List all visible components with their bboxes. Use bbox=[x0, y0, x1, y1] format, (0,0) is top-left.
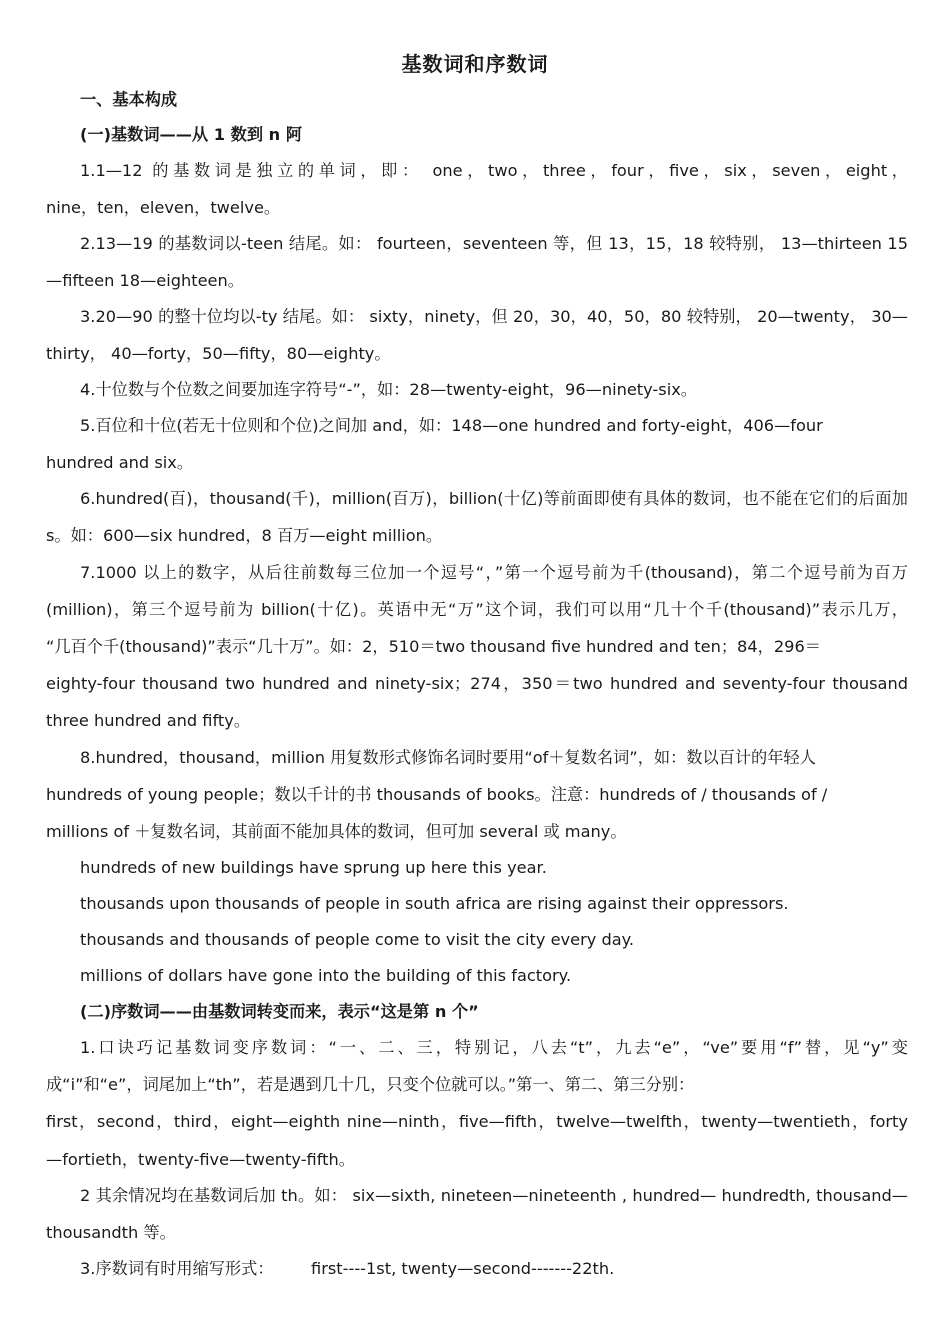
paragraph-line: s。如：600—six hundred，8 百万—eight million。 bbox=[46, 526, 443, 545]
example-sentence: hundreds of new buildings have sprung up here this year. bbox=[80, 858, 547, 877]
page-title: 基数词和序数词 bbox=[401, 52, 549, 76]
example-sentence: thousands and thousands of people come to visit the city every day. bbox=[80, 930, 635, 949]
paragraph-line: 3.序数词有时用缩写形式： bbox=[80, 1259, 274, 1278]
paragraph-line: 6.hundred(百)，thousand(千)，million(百万)，billion(十亿)等前面即使有具体的数词，也不能在它们的后面加 bbox=[80, 489, 908, 508]
paragraph-line: eighty-four thousand two hundred and ninety-six；274，350＝two hundred and seventy-four thousand bbox=[46, 674, 908, 693]
paragraph-line: hundreds of young people；数以千计的书 thousands of books。注意：hundreds of / thousands of / bbox=[46, 785, 828, 804]
section-heading-basic: 一、基本构成 bbox=[80, 90, 178, 109]
example-sentence: millions of dollars have gone into the building of this factory. bbox=[80, 966, 572, 985]
paragraph-line: —fortieth，twenty-five—twenty-fifth。 bbox=[46, 1150, 355, 1169]
paragraph-line: thirty， 40—forty，50—fifty，80—eighty。 bbox=[46, 344, 391, 363]
paragraph-line: three hundred and fifty。 bbox=[46, 711, 251, 730]
abbreviation-example: first----1st, twenty—second-------22th. bbox=[311, 1259, 615, 1278]
paragraph-line: 2.13—19 的基数词以-teen 结尾。如： fourteen，seventeen 等，但 13，15，18 较特别， 13—thirteen 15 bbox=[80, 234, 908, 253]
paragraph-line: 3.20—90 的整十位均以-ty 结尾。如： sixty，ninety，但 20，30，40，50，80 较特别， 20—twenty， 30— bbox=[80, 307, 908, 326]
paragraph-line: 8.hundred，thousand，million 用复数形式修饰名词时要用“of＋复数名词”，如：数以百计的年轻人 bbox=[80, 748, 816, 767]
paragraph-line: “几百个千(thousand)”表示“几十万”。如：2，510＝two thousand five hundred and ten；84，296＝ bbox=[46, 637, 821, 656]
example-sentence: thousands upon thousands of people in south africa are rising against their oppressors. bbox=[80, 894, 789, 913]
paragraph-line: hundred and six。 bbox=[46, 453, 194, 472]
paragraph-line: first，second，third，eight—eighth nine—ninth，five—fifth，twelve—twelfth，twenty—twentieth，forty bbox=[46, 1112, 908, 1131]
paragraph-line: 7.1000 以上的数字，从后往前数每三位加一个逗号“，”第一个逗号前为千(thousand)，第二个逗号前为百万 bbox=[80, 563, 908, 582]
paragraph-line: millions of ＋复数名词，其前面不能加具体的数词，但可加 several 或 many。 bbox=[46, 822, 627, 841]
paragraph-line: 1.1—12 的基数词是独立的单词，即： one，two，three，four，five，six，seven，eight， bbox=[80, 161, 908, 180]
paragraph-line: 成“i”和“e”，词尾加上“th”，若是遇到几十几，只变个位就可以。”第一、第二、第三分别： bbox=[46, 1075, 695, 1094]
paragraph-line: —fifteen 18—eighteen。 bbox=[46, 271, 244, 290]
subheading-cardinal: (一)基数词——从 1 数到 n 阿 bbox=[80, 125, 303, 144]
paragraph-line: 2 其余情况均在基数词后加 th。如： six—sixth, nineteen—nineteenth , hundred— hundredth, thousand— bbox=[80, 1186, 908, 1205]
paragraph-line: thousandth 等。 bbox=[46, 1223, 176, 1242]
paragraph-line: 5.百位和十位(若无十位则和个位)之间加 and，如：148—one hundred and forty-eight，406—four bbox=[80, 416, 823, 435]
paragraph-line: 4.十位数与个位数之间要加连字符号“-”，如：28—twenty-eight，96—ninety-six。 bbox=[80, 380, 697, 399]
subheading-ordinal: (二)序数词——由基数词转变而来，表示“这是第 n 个” bbox=[80, 1002, 479, 1021]
paragraph-line: (million)，第三个逗号前为 billion(十亿)。英语中无“万”这个词，我们可以用“几十个千(thousand)”表示几万， bbox=[46, 600, 908, 619]
paragraph-line: 1.口诀巧记基数词变序数词：“一、二、三，特别记，八去“t”，九去“e”，“ve”要用“f”替，见“y”变 bbox=[80, 1038, 908, 1057]
paragraph-line: nine，ten，eleven，twelve。 bbox=[46, 198, 281, 217]
